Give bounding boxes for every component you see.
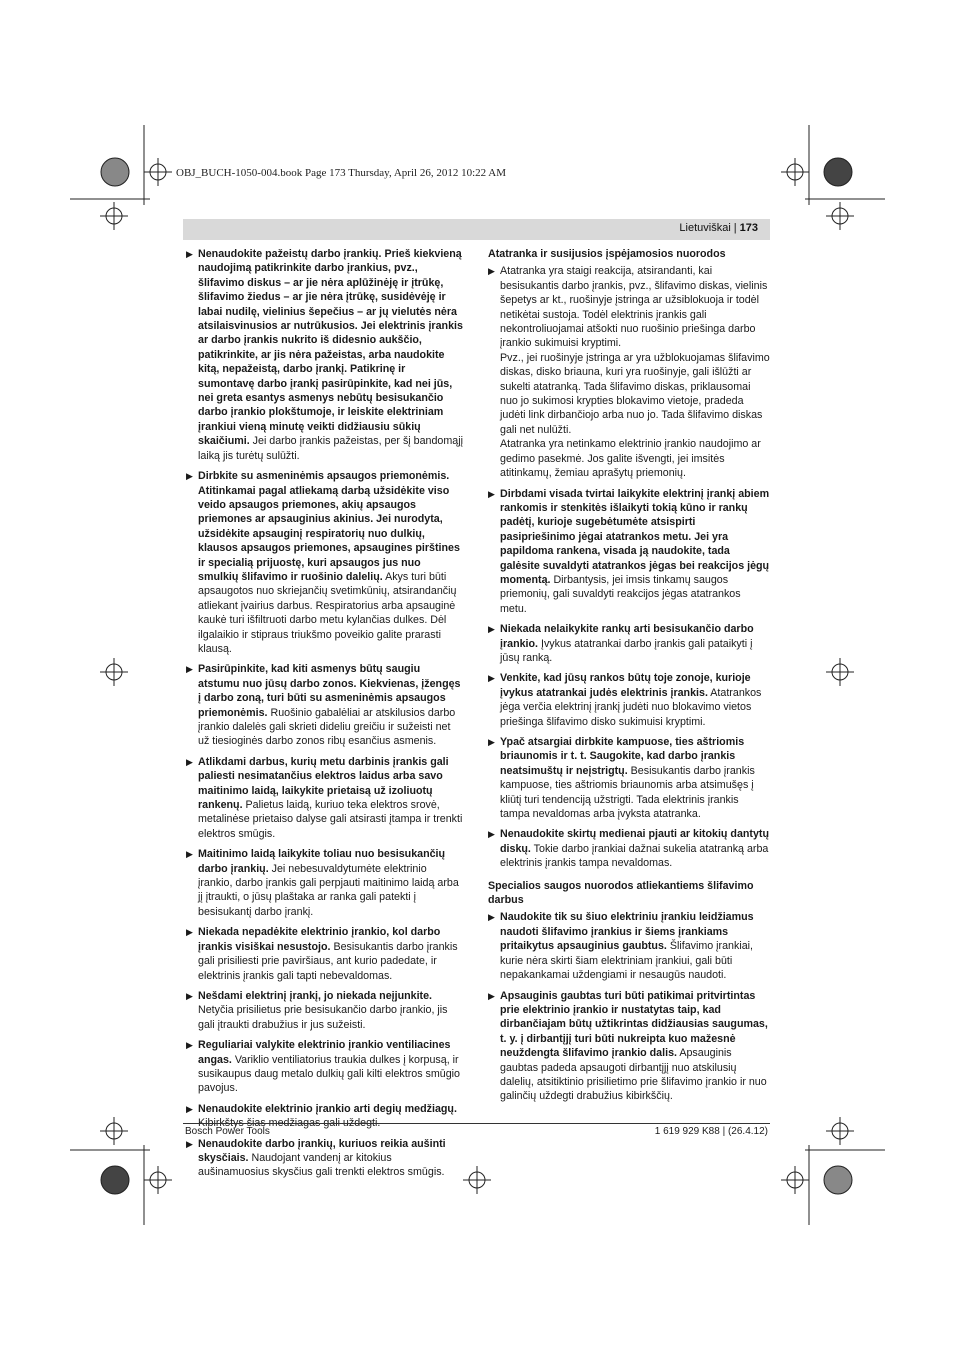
item-bold-text: Dirbkite su asmeninėmis apsaugos priemonėmis. Atitinkamai pagal atliekamą darbą užsidėkite viso veido apsaugos priemones, akių apsaugos priemones ar apsauginius akinius. Jei nurodyta, užsidėkite apsauginį respiratorių nuo dulkių, klausos apsaugos priemones, apsaugines pirštines ir specialią prijuostę, kuri apsaugos jus nuo smulkių šlifavimo ir ruošinio dalelių.	[198, 470, 460, 583]
item-bold-text: Ypač atsargiai dirbkite kampuose, ties aštriomis briaunomis ir t. t. Saugokite, kad darbo įrankis neatsimuštų ir neįstrigtų.	[500, 736, 745, 777]
bullet-arrow-icon: ▶	[186, 1138, 193, 1149]
kickback-list	[488, 264, 770, 870]
page-header-bar	[183, 219, 770, 240]
item-text: Atatrankos jėga verčia elektrinį įrankį judėti nuo blokavimo vietos priešinga šlifavimo disko sukimuisi kryptimi.	[500, 686, 762, 728]
safety-item	[186, 1137, 464, 1180]
bullet-arrow-icon: ▶	[488, 737, 495, 747]
header-separator: |	[733, 222, 737, 234]
item-text: Kibirkštys šias medžiagas gali uždegti.	[198, 1117, 381, 1130]
safety-item	[186, 469, 464, 656]
item-bold-text: Reguliariai valykite elektrinio įrankio ventiliacines angas.	[198, 1039, 451, 1066]
safety-item	[186, 989, 464, 1032]
bullet-arrow-icon: ▶	[186, 756, 193, 767]
bullet-arrow-icon: ▶	[186, 849, 193, 860]
safety-item	[488, 989, 770, 1104]
item-text: Jei darbo įrankis pažeistas, per šį bandomąjį laiką jis turėtų sulūžti.	[198, 435, 463, 462]
safety-item	[186, 847, 464, 919]
bullet-arrow-icon: ▶	[488, 488, 495, 499]
item-text: Apsauginis gaubtas padeda apsaugoti dirbantįjį nuo atskilusių dalelių, atsitiktinio prisilietimo prie šlifavimo įrankio ir nuo galinčių uždegti drabužius kibirkščių.	[500, 1047, 767, 1103]
item-bold-text: Nenaudokite pažeistų darbo įrankių. Prieš kiekvieną naudojimą patikrinkite darbo įrankius, pvz., šlifavimo diskus – ar jie nėra aplūžinėję ir įtrūkę, šlifavimo žiedus – ar jie nėra įtrūkę, susidėvėję ir labai nudilę, vielinius šepečius – ar jų vielutės nėra atsilaisvinusios ar nutrūkusios. Jei elektrinis įrankis ar darbo įrankis nukrito iš didesnio aukščio, patikrinkite, ar jis nėra pažeistas, arba naudokite kitą, nepažeistą, darbo įrankį. Patikrinę ir sumontavę darbo įrankį pasirūpinkite, kad nei jūs, nei greta esantys asmenys nebūtų besisukančio darbo įrankio plokštumoje, ir leiskite elektriniam įrankiui vieną minutę veikti didžiausiu sūkių skaičiumi.	[198, 248, 463, 448]
item-text: Atatranka yra staigi reakcija, atsirandanti, kai besisukantis darbo įrankis, pvz., šlifavimo diskas, vielinis šepetys ar kt., ruošinyje įstringa ar užsiblokuoja ir todėl netikėtai sustoja. Todėl elektrinis įrankis gali nekontroliuojamai atšokti nuo ruošinio priešinga darbo įrankio sukimuisi kryptimi.	[500, 265, 768, 350]
item-text: Besisukantis darbo įrankis kampuose, ties aštriomis briaunomis arba atsimušęs į kliūtį turi tendenciją užstrigti. Tada elektrinis įrankis tampa nevaldomas arba įvyksta atatranka.	[500, 764, 755, 821]
safety-item	[186, 1038, 464, 1096]
left-column	[186, 247, 464, 1186]
item-bold-text: Nešdami elektrinį įrankį, jo niekada neįjunkite.	[198, 989, 433, 1002]
item-bold-text: Niekada nepadėkite elektrinio įrankio, kol darbo įrankis visiškai nesustojo.	[198, 926, 441, 953]
item-bold-text: Maitinimo laidą laikykite toliau nuo besisukančių darbo įrankių.	[198, 848, 446, 875]
safety-item	[488, 487, 770, 617]
safety-item	[186, 247, 464, 463]
item-text: Šlifavimo įrankiai, kurie nėra skirti šiam elektriniam įrankiui, gali būti nepakankamai uždengiami ir nesaugūs naudoti.	[500, 940, 753, 982]
bullet-arrow-icon: ▶	[488, 624, 495, 635]
item-text: Jei nebesuvaldytumėte elektrinio įrankio, darbo įrankis gali perpjauti maitinimo laidą arba jį įtraukti, o jūsų plaštaka ar ranka gali patekti į besisukantį darbo įrankį.	[198, 862, 459, 918]
item-text: Naudojant vandenį ar kitokius aušinamuosius skysčius gali trenkti elektros smūgis.	[198, 1151, 445, 1179]
print-slug: OBJ_BUCH-1050-004.book Page 173 Thursday, April 26, 2012 10:22 AM	[176, 167, 506, 179]
item-text: Įvykus atatrankai darbo įrankis gali pataikyti į jūsų ranką.	[500, 637, 753, 664]
section-heading-kickback: Atatranka ir susijusios įspėjamosios nuorodos	[488, 248, 726, 260]
item-text: Atatranka yra netinkamo elektrinio įrankio naudojimo ar gedimo pasekmė. Jos galite išvengti, jei imsitės atitinkamų, žemiau aprašytų priemonių.	[500, 438, 761, 480]
item-bold-text: Niekada nelaikykite rankų arti besisukančio darbo įrankio.	[500, 623, 754, 650]
item-text: Akys turi būti apsaugotos nuo skriejančių svetimkūnių, atsirandančių atliekant įvairius darbus. Respiratorius arba apsauginė kaukė turi išfiltruoti darbo metu kylančias dulkes. Dėl ilgalaikio ir stipraus triukšmo poveikio galite prarasti klausą.	[198, 570, 457, 655]
safety-item	[488, 264, 770, 350]
header-language: Lietuviškai	[679, 222, 731, 234]
bullet-arrow-icon: ▶	[488, 990, 495, 1001]
footer-rule	[183, 1123, 770, 1124]
item-text: Tokie darbo įrankiai dažnai sukelia atatranką arba elektrinis įrankis tampa nevaldomas.	[500, 842, 769, 870]
bullet-arrow-icon: ▶	[186, 471, 193, 482]
item-bold-text: Atlikdami darbus, kurių metu darbinis įrankis gali paliesti nesimatančius elektros laidus arba savo maitinimo laidą, laikykite prietaisą už izoliuotų rankenų.	[198, 755, 449, 812]
bullet-arrow-icon: ▶	[186, 927, 193, 938]
safety-item	[488, 622, 770, 665]
footer-doc-code: 1 619 929 K88 | (26.4.12)	[654, 1126, 768, 1137]
item-text: Ruošinio gabalėliai ar atskilusios darbo įrankio dalelės gali skrieti dideliu greičiu ir sužeisti net už tiesioginės darbo zonos ribų esančius asmenis.	[198, 706, 456, 748]
item-bold-text: Nenaudokite skirtų medienai pjauti ar kitokių dantytų diskų.	[500, 828, 770, 855]
item-bold-text: Pasirūpinkite, kad kiti asmenys būtų saugiu atstumu nuo jūsų darbo zonos. Kiekvienas, įžengęs į darbo zoną, turi būti su asmeninėmis apsaugos priemonėmis.	[198, 663, 461, 719]
safety-item	[488, 351, 770, 437]
item-text: Besisukantis darbo įrankis gali prisiliesti prie paviršiaus, ant kurio padedate, ir elektrinis įrankis gali tapti nebevaldomas.	[198, 940, 458, 982]
bullet-arrow-icon: ▶	[488, 673, 495, 684]
item-text: Variklio ventiliatorius traukia dulkes į korpusą, ir susikaupus daug metalo dulkių gali kilti elektros smūgio pavojus.	[198, 1053, 460, 1095]
safety-item	[186, 755, 464, 841]
page-header	[679, 222, 758, 234]
item-text: Dirbantysis, jei imsis tinkamų saugos priemonių, gali suvaldyti reakcijos jėgas atatrankos metu.	[500, 573, 741, 615]
bullet-arrow-icon: ▶	[186, 990, 193, 1001]
section-heading-grinding: Specialios saugos nuorodos atliekantiems šlifavimo darbus	[488, 879, 754, 907]
footer-brand: Bosch Power Tools	[185, 1126, 270, 1137]
right-column	[488, 247, 770, 1110]
safety-item	[488, 735, 770, 821]
bullet-arrow-icon: ▶	[186, 664, 193, 675]
safety-item	[488, 671, 770, 729]
safety-item	[488, 437, 770, 480]
item-bold-text: Naudokite tik su šiuo elektriniu įrankiu leidžiamus naudoti šlifavimo įrankius ir šiems įrankiams pritaikytus apsauginius gaubtus.	[500, 911, 754, 953]
item-bold-text: Venkite, kad jūsų rankos būtų toje zonoje, kurioje įvykus atatrankai judės elektrinis įrankis.	[500, 672, 751, 699]
safety-item	[186, 925, 464, 983]
item-bold-text: Nenaudokite elektrinio įrankio arti degių medžiagų.	[198, 1102, 457, 1115]
item-text: Palietus laidą, kuriuo teka elektros srovė, metalinėse prietaiso dalyse gali atsirasti įtampa ir trenkti elektros smūgis.	[198, 799, 463, 840]
grinding-list	[488, 910, 770, 1103]
safety-item	[488, 910, 770, 982]
bullet-arrow-icon: ▶	[488, 266, 495, 277]
bullet-arrow-icon: ▶	[186, 1040, 193, 1051]
item-text: Netyčia prisilietus prie besisukančio darbo įrankio, jis gali įtraukti drabužius ir jus sužeisti.	[198, 1004, 448, 1031]
bullet-arrow-icon: ▶	[488, 829, 495, 840]
page-number: 173	[739, 222, 758, 234]
bullet-arrow-icon: ▶	[186, 249, 193, 259]
safety-item	[488, 827, 770, 870]
bullet-arrow-icon: ▶	[186, 1103, 193, 1114]
item-bold-text: Apsauginis gaubtas turi būti patikimai pritvirtintas prie elektrinio įrankio ir nustatytas taip, kad dirbančiajam būtų užtikrintas didžiausias saugumas, t. y. į dirbantįjį turi būti nukreipta kuo mažesnė neuždengta šlifavimo įrankio dalis.	[500, 989, 768, 1060]
bullet-arrow-icon: ▶	[488, 912, 495, 923]
item-bold-text: Nenaudokite darbo įrankių, kuriuos reikia aušinti skysčiais.	[198, 1137, 446, 1164]
item-text: Pvz., jei ruošinyje įstringa ar yra užblokuojamas šlifavimo diskas, disko briauna, kuri yra ruošinyje, gali išlūžti ar sukelti atatranką. Tada šlifavimo diskas, priklausomai nuo jo sukimosi krypties blokavimo vietoje, pradeda judėti link dirbančiojo arba nuo jo. Tada šlifavimo diskas gali net nulūžti.	[500, 351, 770, 436]
item-bold-text: Dirbdami visada tvirtai laikykite elektrinį įrankį abiem rankomis ir stenkitės išlaikyti tokią kūno ir rankų padėtį, kurioje sugebėtumėte atsispirti pasipriešinimo jėgai atatrankos metu. Jei yra papildoma rankena, visada ją naudokite, tada galėsite suvaldyti atatrankos jėgas bei reakcijos jėgų momentą.	[500, 487, 770, 586]
safety-item	[186, 662, 464, 748]
